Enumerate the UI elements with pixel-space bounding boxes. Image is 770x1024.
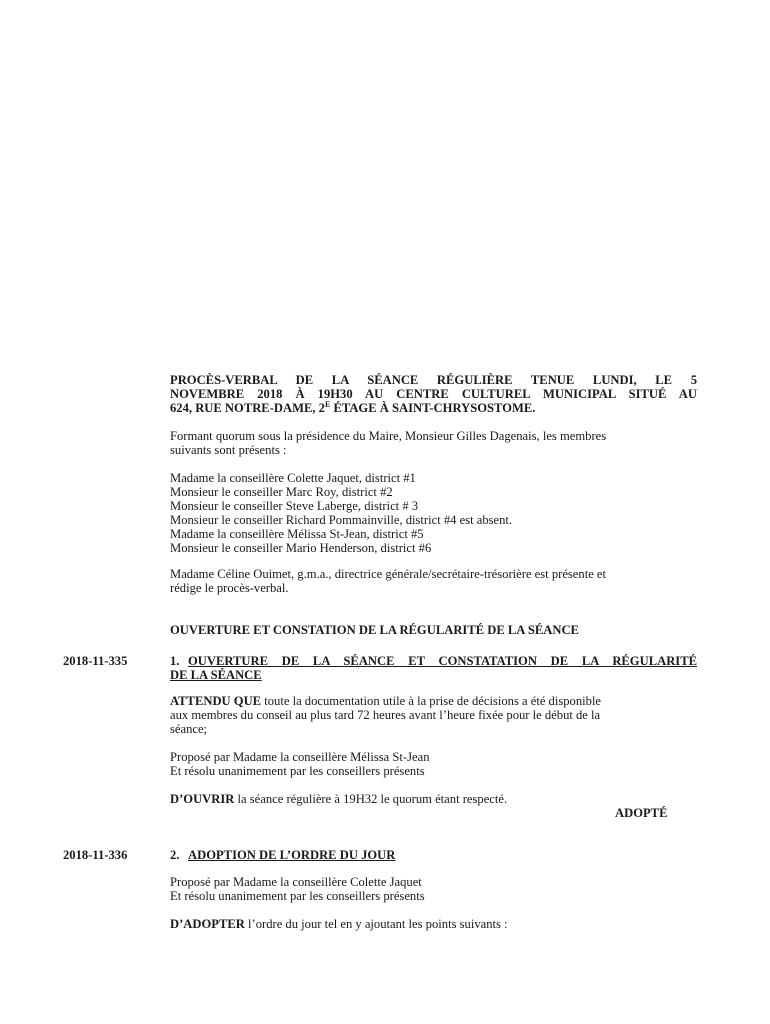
action-text: la séance régulière à 19H32 le quorum étant respecté. [234,792,508,806]
item-number: 2. [170,848,180,862]
members-list [170,471,697,555]
attendu-line-3: séance; [170,722,208,736]
resolution-line: Et résolu unanimement par les conseillers présents [170,889,425,903]
attendu-line-2: aux membres du conseil au plus tard 72 heures avant l’heure fixée pour le début de la [170,708,601,722]
item-1-action [170,792,697,806]
action-line [170,917,697,931]
proposer-line: Proposé par Madame la conseillère Mélissa St-Jean [170,750,430,764]
title-line-3-end: ÉTAGE À SAINT-CHRYSOSTOME. [330,401,536,415]
list-item: Monsieur le conseiller Steve Laberge, district # 3 [170,499,419,513]
list-item: Monsieur le conseiller Richard Pommainville, district #4 est absent. [170,513,513,527]
title-superscript: E [324,399,331,409]
item-number: 1. [170,654,180,668]
list-item: Madame la conseillère Colette Jaquet, district #1 [170,471,416,485]
attendu-line-1 [170,694,697,708]
quorum-line-2: suivants sont présents : [170,443,287,457]
secretary-paragraph [170,567,697,595]
title-line-3 [170,401,697,415]
title-line-1: PROCÈS-VERBAL DE LA SÉANCE RÉGULIÈRE TENUE LUNDI, LE 5 [170,373,697,387]
attendu-text: toute la documentation utile à la prise de décisions a été disponible [261,694,602,708]
section-heading: OUVERTURE ET CONSTATION DE LA RÉGULARITÉ DE LA SÉANCE [170,623,579,637]
item-2-motion [170,875,697,903]
resolution-number: 2018-11-335 [63,654,128,668]
item-1-title-line-2: DE LA SÉANCE [170,668,262,682]
action-text: l’ordre du jour tel en y ajoutant les points suivants : [244,917,508,931]
quorum-paragraph [170,429,697,457]
list-item: Madame la conseillère Mélissa St-Jean, district #5 [170,527,424,541]
item-1-motion [170,750,697,778]
action-label: D’ADOPTER [170,917,245,931]
item-2-title [170,848,697,862]
resolution-number: 2018-11-336 [63,848,128,862]
list-item: Monsieur le conseiller Mario Henderson, district #6 [170,541,432,555]
attendu-label: ATTENDU QUE [170,694,262,708]
item-1-title [170,654,697,682]
title-line-2: NOVEMBRE 2018 À 19H30 AU CENTRE CULTUREL MUNICIPAL SITUÉ AU [170,387,697,401]
quorum-line-1: Formant quorum sous la présidence du Maire, Monsieur Gilles Dagenais, les membres [170,429,607,443]
secretary-line-2: rédige le procès-verbal. [170,581,289,595]
page-title [170,373,697,415]
secretary-line-1: Madame Céline Ouimet, g.m.a., directrice générale/secrétaire-trésorière est présente et [170,567,607,581]
action-line [170,792,697,806]
resolution-line: Et résolu unanimement par les conseillers présents [170,764,425,778]
proposer-line: Proposé par Madame la conseillère Colette Jaquet [170,875,422,889]
item-2-title-line [170,848,697,862]
item-2-title-text: ADOPTION DE L’ORDRE DU JOUR [188,848,396,862]
attendu-paragraph [170,694,697,736]
list-item: Monsieur le conseiller Marc Roy, district #2 [170,485,393,499]
item-2-action [170,917,697,931]
item-1-title-text: OUVERTURE DE LA SÉANCE ET CONSTATATION DE LA RÉGULARITÉ [188,654,697,668]
adopted-label: ADOPTÉ [615,806,668,820]
action-label: D’OUVRIR [170,792,235,806]
title-line-3-start: 624, RUE NOTRE-DAME, 2 [170,401,325,415]
item-1-title-line-1 [170,654,697,668]
